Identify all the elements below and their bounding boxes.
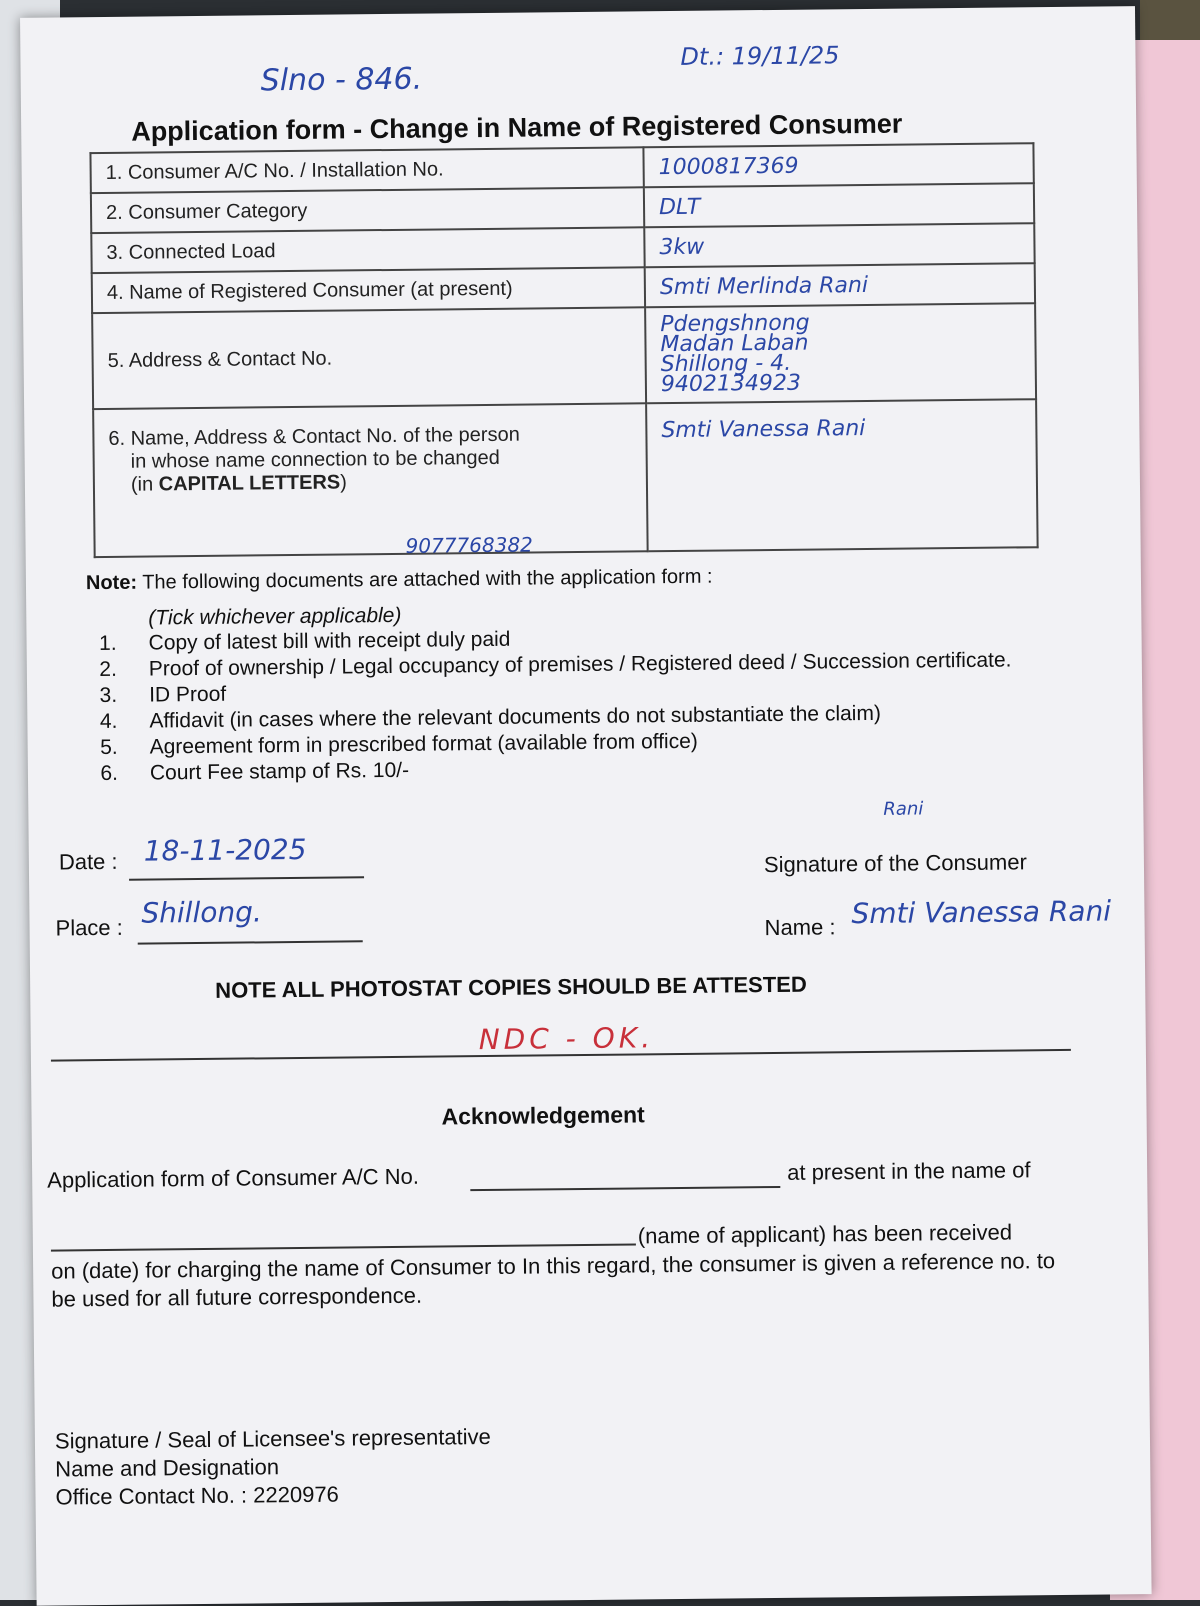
list-item: 6. Court Fee stamp of Rs. 10/- — [100, 758, 410, 786]
account-number-value[interactable]: 1000817369 — [643, 143, 1033, 187]
new-consumer-phone: 9077768382 — [405, 532, 533, 558]
address-line: Pdengshnong — [660, 310, 810, 338]
row-label: 1. Consumer A/C No. / Installation No. — [90, 147, 643, 193]
attestation-notice: NOTE ALL PHOTOSTAT COPIES SHOULD BE ATTESTED — [215, 971, 807, 1003]
list-item: 4. Affidavit (in cases where the relevant documents do not substantiate the claim) — [99, 701, 881, 734]
serial-number: Slno - 846. — [260, 61, 423, 99]
list-item: 1. Copy of latest bill with receipt duly paid — [98, 627, 511, 656]
present-consumer-value[interactable]: Smti Merlinda Rani — [645, 263, 1035, 307]
application-form-paper — [20, 6, 1152, 1606]
licensee-signature-block: Signature / Seal of Licensee's representative Name and Designation Office Contact No. : 2220976 — [54, 1423, 491, 1510]
handwritten-date: Dt.: 19/11/25 — [680, 41, 840, 71]
ack-applicant-label: (name of applicant) has been received — [637, 1219, 1013, 1249]
list-item: 2. Proof of ownership / Legal occupancy of premises / Registered deed / Succession certificate. — [99, 648, 1012, 682]
address-line: Shillong - 4. — [660, 350, 792, 378]
documents-note: Note: The following documents are attached with the application form : — [85, 565, 713, 595]
ack-account-field[interactable] — [470, 1186, 780, 1191]
name-field[interactable]: Smti Vanessa Rani — [851, 894, 1112, 931]
ack-body-text: on (date) for charging the name of Consumer to In this regard, the consumer is given a reference no. to be used for all future correspondence. — [51, 1248, 1056, 1312]
place-label: Place : — [55, 914, 123, 941]
consumer-signature: Rani — [883, 798, 924, 820]
form-title: Application form - Change in Name of Registered Consumer — [131, 108, 903, 147]
category-value[interactable]: DLT — [644, 183, 1034, 227]
acknowledgement-title: Acknowledgement — [441, 1101, 645, 1130]
ack-name-label: at present in the name of — [787, 1157, 1031, 1185]
date-field[interactable]: 18-11-2025 — [143, 832, 307, 868]
ack-account-label: Application form of Consumer A/C No. — [47, 1163, 420, 1193]
address-line: 9402134923 — [660, 370, 802, 398]
place-field[interactable]: Shillong. — [141, 895, 263, 930]
row-label: 3. Connected Load — [91, 227, 644, 273]
table-row — [93, 399, 1037, 557]
signature-label: Signature of the Consumer — [763, 849, 1027, 878]
row-label: 6. Name, Address & Contact No. of the person in whose name connection to be changed (in CAPITAL LETTERS) — [93, 403, 648, 557]
date-underline — [129, 876, 364, 880]
ack-applicant-field[interactable] — [51, 1243, 636, 1251]
new-consumer-value[interactable]: Smti Vanessa Rani — [646, 399, 1038, 551]
name-label: Name : — [764, 914, 836, 941]
documents-list — [56, 597, 1078, 788]
row-label: 5. Address & Contact No. — [92, 307, 646, 409]
date-label: Date : — [58, 848, 118, 875]
row-label: 4. Name of Registered Consumer (at present) — [92, 267, 645, 313]
row-label: 2. Consumer Category — [91, 187, 644, 233]
place-underline — [138, 940, 363, 944]
tick-hint: (Tick whichever applicable) — [148, 603, 402, 630]
table-row — [92, 303, 1036, 409]
list-item: 5. Agreement form in prescribed format (available from office) — [100, 729, 698, 760]
load-value[interactable]: 3kw — [644, 223, 1034, 267]
list-item: 3. ID Proof — [99, 682, 227, 708]
address-line: Madan Laban — [660, 330, 809, 358]
address-value[interactable] — [645, 303, 1036, 403]
ndc-remark: NDC - OK. — [478, 1021, 655, 1057]
consumer-details-table — [89, 142, 1038, 558]
